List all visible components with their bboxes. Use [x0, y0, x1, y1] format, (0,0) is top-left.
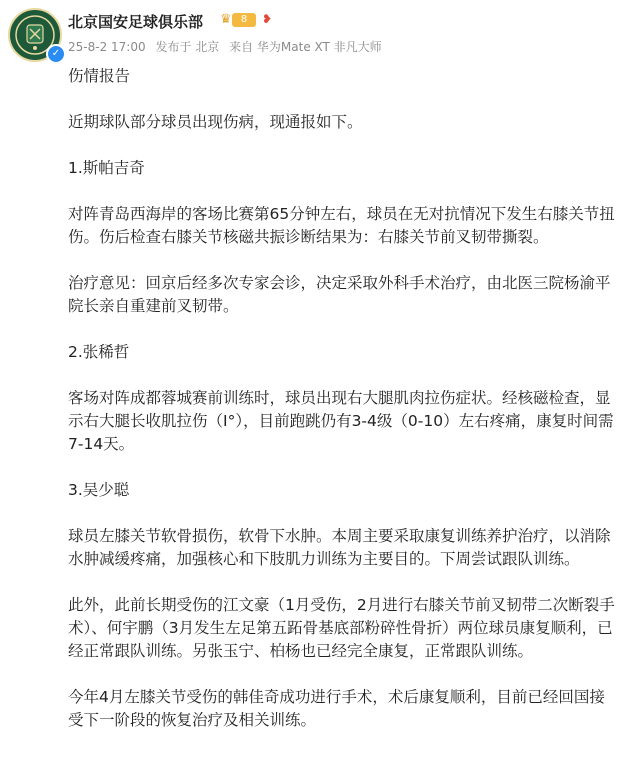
post-datetime[interactable]: 25-8-2 17:00 — [68, 40, 146, 54]
author-name[interactable]: 北京国安足球俱乐部 — [68, 13, 204, 31]
summary-paragraph: 今年4月左膝关节受伤的韩佳奇成功进行手术，术后康复顺利，目前已经回国接受下一阶段的恢复治疗及相关训练。 — [68, 688, 605, 729]
summary-paragraph: 此外，此前长期受伤的江文豪（1月受伤，2月进行右膝关节前叉韧带二次断裂手术）、何宇鹏（3月发生左足第五跖骨基底部粉碎性骨折）两位球员康复顺利，已经正常跟队训练。另张玉宁、柏杨也已经完全康复，正常跟队训练。 — [68, 596, 615, 660]
post-meta — [68, 38, 388, 55]
player-paragraph: 对阵青岛西海岸的客场比赛第65分钟左右，球员在无对抗情况下发生右膝关节扭伤。伤后检查右膝关节核磁共振诊断结果为：右膝关节前叉韧带撕裂。 — [68, 205, 615, 246]
avatar[interactable] — [8, 8, 66, 66]
player-paragraph: 球员左膝关节软骨损伤，软骨下水肿。本周主要采取康复训练养护治疗，以消除水肿减缓疼痛，加强核心和下肢肌力训练为主要目的。下周尝试跟队训练。 — [68, 527, 611, 568]
player-heading: 3.吴少聪 — [68, 481, 130, 499]
player-paragraph: 治疗意见：回京后经多次专家会诊，决定采取外科手术治疗，由北医三院杨渝平院长亲自重建前叉韧带。 — [68, 274, 611, 315]
player-heading: 2.张稀哲 — [68, 343, 130, 361]
post-body — [68, 65, 616, 755]
verified-check-icon: ✓ — [46, 44, 66, 64]
post-location: 发布于 北京 — [155, 40, 220, 54]
post-title: 伤情报告 — [68, 67, 131, 85]
crown-icon: ♛ — [220, 12, 232, 27]
level-badge: 8 — [232, 13, 256, 27]
player-heading: 1.斯帕吉奇 — [68, 159, 145, 177]
post-source: 来自 华为Mate XT 非凡大师 — [229, 40, 382, 54]
player-paragraph: 客场对阵成都蓉城赛前训练时，球员出现右大腿肌肉拉伤症状。经核磁检查，显示右大腿长收肌拉伤（Ⅰ°），目前跑跳仍有3-4级（0-10）左右疼痛，康复时间需7-14天。 — [68, 389, 614, 453]
fan-badge-icon: ❥ — [262, 12, 273, 26]
post-intro: 近期球队部分球员出现伤病，现通报如下。 — [68, 113, 363, 131]
